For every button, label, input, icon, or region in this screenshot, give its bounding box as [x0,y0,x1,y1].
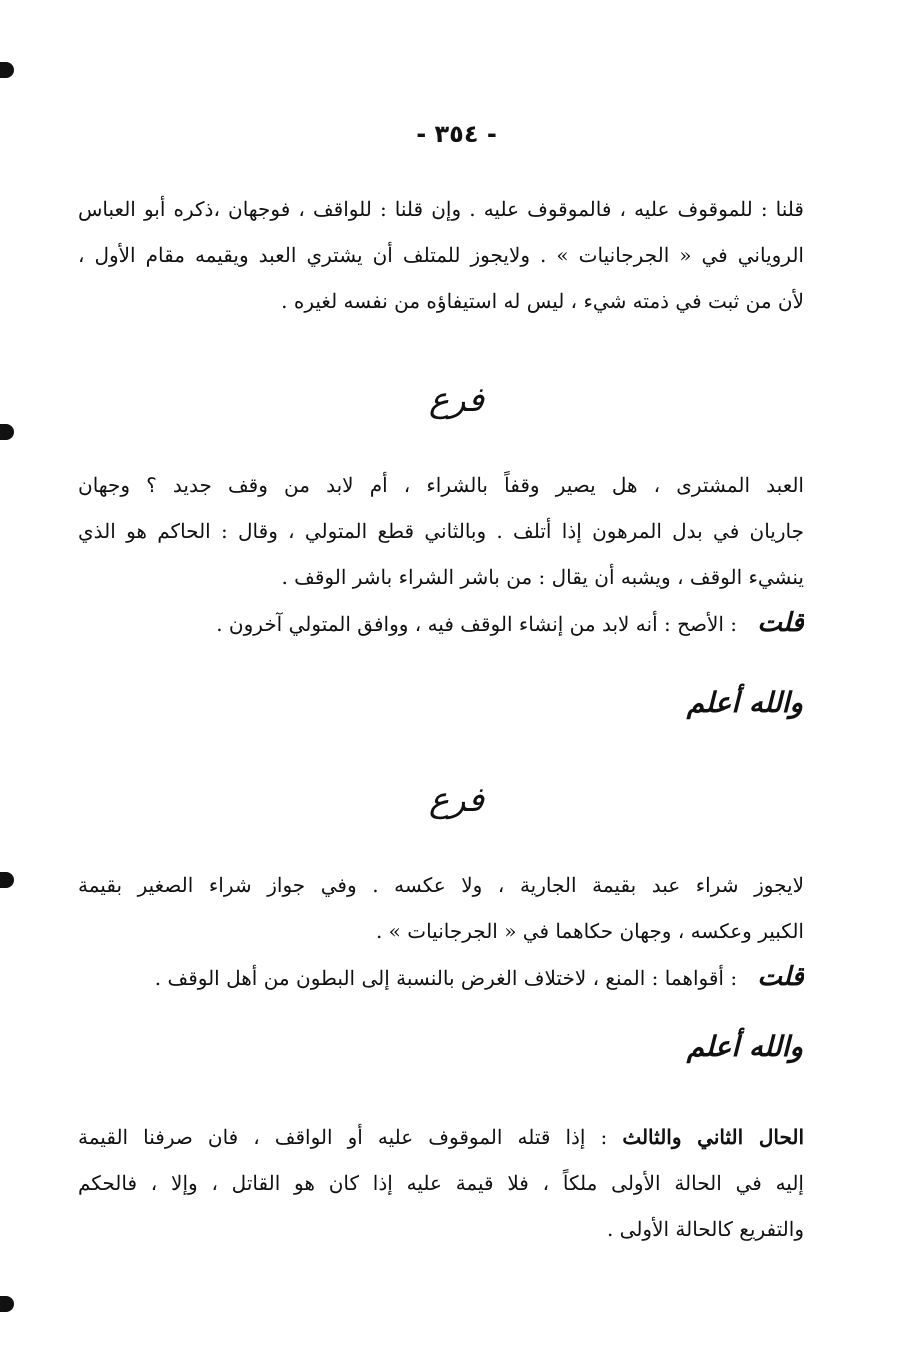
paragraph-3 [78,862,804,1001]
text-line: الكبير وعكسه ، وجهان حكاهما في « الجرجانيات » . [375,919,804,943]
text-line: قلنا : للموقوف عليه ، فالموقوف عليه . وإن قلنا : للواقف ، فوجهان ،ذكره أبو العباس [78,197,804,221]
text-line: الروياني في « الجرجانيات » . ولايجوز للمتلف أن يشتري العبد ويقيمه مقام الأول ، [78,243,804,267]
text-line: جاريان في بدل المرهون إذا أتلف . وبالثاني قطع المتولي ، وقال : الحاكم هو الذي [78,519,804,543]
text-line: والتفريع كالحالة الأولى . [606,1217,804,1241]
qult-line [78,954,804,1001]
paragraph-4 [78,1114,804,1252]
margin-mark [0,872,14,888]
qult-line [78,600,804,647]
text-fragment: : إذا قتله الموقوف عليه أو الواقف ، فان صرفنا القيمة [78,1125,608,1149]
margin-mark [0,62,14,78]
closing-phrase: والله أعلم [686,686,803,719]
margin-mark [0,1296,14,1312]
paragraph-lead: الحال الثاني والثالث [622,1125,804,1149]
qult-label: قلت [757,962,804,992]
text-line: لايجوز شراء عبد بقيمة الجارية ، ولا عكسه . وفي جواز شراء الصغير بقيمة [78,873,804,897]
section-heading: فرع [428,380,485,420]
text-line: إليه في الحالة الأولى ملكاً ، فلا قيمة عليه إذا كان هو القاتل ، وإلا ، فالحكم [78,1171,804,1195]
paragraph-2 [78,462,804,647]
page-number: - ٣٥٤ - [416,120,497,148]
text-line [78,1114,804,1160]
section-heading: فرع [428,780,485,820]
text-line: ينشيء الوقف ، ويشبه أن يقال : من باشر الشراء باشر الوقف . [281,565,804,589]
closing-phrase: والله أعلم [686,1030,803,1063]
qult-label: قلت [757,608,804,638]
paragraph-1 [78,186,804,324]
qult-text: : أقواهما : المنع ، لاختلاف الغرض بالنسبة إلى البطون من أهل الوقف . [154,966,738,990]
text-line: لأن من ثبت في ذمته شيء ، ليس له استيفاؤه من نفسه لغيره . [281,289,804,313]
text-line: العبد المشترى ، هل يصير وقفاً بالشراء ، أم لابد من وقف جديد ؟ وجهان [78,473,804,497]
qult-text: : الأصح : أنه لابد من إنشاء الوقف فيه ، ووافق المتولي آخرون . [216,612,738,636]
margin-mark [0,424,14,440]
